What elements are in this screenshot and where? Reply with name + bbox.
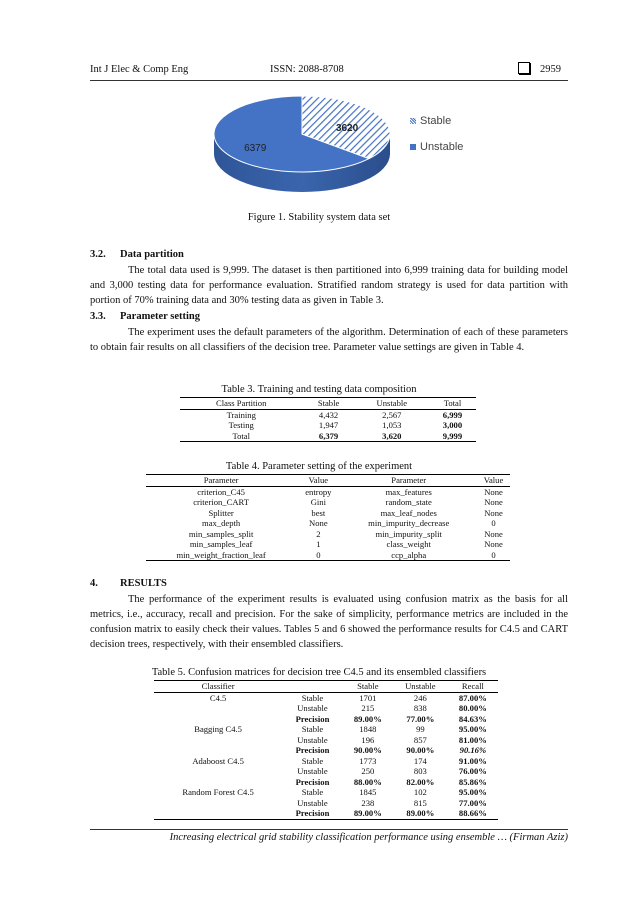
table-header-cell: Total bbox=[429, 398, 476, 410]
table-header-cell: Class Partition bbox=[180, 398, 302, 410]
table-cell: None bbox=[484, 507, 503, 518]
table-cell: 857 bbox=[413, 734, 427, 745]
table-cell: 76.00% bbox=[458, 766, 487, 776]
table-cell: None bbox=[309, 518, 328, 528]
table-cell: ccp_alpha bbox=[340, 550, 477, 561]
footer-rule bbox=[90, 829, 568, 830]
table-cell: min_impurity_split bbox=[375, 528, 442, 539]
table-cell: Unstable bbox=[297, 766, 328, 776]
table-cell: 196 bbox=[361, 734, 375, 745]
checkbox-icon bbox=[518, 62, 530, 74]
table-cell: class_weight bbox=[386, 539, 431, 549]
table4-caption: Table 4. Parameter setting of the experiment bbox=[225, 461, 413, 472]
page-number: 2959 bbox=[540, 64, 561, 75]
table-cell: 803 bbox=[413, 766, 427, 776]
table-cell: Stable bbox=[301, 787, 324, 797]
table-cell: Precision bbox=[295, 745, 330, 755]
table-cell: 2 bbox=[316, 528, 321, 539]
table-cell: Unstable bbox=[297, 797, 328, 808]
table-cell bbox=[154, 766, 282, 777]
legend-item-stable bbox=[410, 115, 451, 127]
table-cell: entropy bbox=[305, 486, 332, 497]
table-row bbox=[146, 539, 510, 550]
table-cell: 1701 bbox=[359, 692, 377, 703]
table-header-cell: Classifier bbox=[154, 681, 282, 693]
table-cell: 102 bbox=[413, 787, 427, 797]
table-cell: Splitter bbox=[208, 507, 234, 518]
table-cell: 6,999 bbox=[442, 409, 463, 420]
table-cell: Unstable bbox=[297, 734, 328, 745]
issn: ISSN: 2088-8708 bbox=[270, 64, 344, 75]
table4 bbox=[146, 474, 510, 561]
table-row bbox=[180, 409, 476, 420]
table-header-cell: Stable bbox=[302, 398, 354, 410]
legend-swatch-icon bbox=[410, 118, 416, 124]
table-row bbox=[146, 529, 510, 540]
table-cell: Precision bbox=[295, 776, 330, 787]
table-row bbox=[154, 735, 498, 746]
table-cell: 91.00% bbox=[458, 755, 487, 766]
table-cell: 89.00% bbox=[343, 808, 393, 819]
table-cell: 6,379 bbox=[302, 431, 354, 442]
figure-caption: Figure 1. Stability system data set bbox=[247, 212, 391, 223]
table-cell: Precision bbox=[295, 713, 330, 724]
table-row bbox=[154, 808, 498, 819]
table-cell: max_depth bbox=[202, 518, 241, 528]
table-header-cell: Value bbox=[296, 475, 340, 487]
table-cell: 90.00% bbox=[406, 745, 435, 755]
table-cell: 77.00% bbox=[406, 713, 435, 724]
table-header-cell: Parameter bbox=[340, 475, 477, 487]
table-cell bbox=[154, 735, 282, 746]
table-row bbox=[154, 756, 498, 767]
table-cell: Stable bbox=[301, 755, 324, 766]
table-row bbox=[146, 508, 510, 519]
table-cell: 815 bbox=[413, 797, 427, 808]
table-row bbox=[146, 518, 510, 529]
section-heading-3-2: 3.2. Data partition bbox=[90, 249, 184, 260]
table-cell: Stable bbox=[301, 724, 324, 734]
table-cell: criterion_CART bbox=[193, 497, 250, 507]
table-row bbox=[154, 766, 498, 777]
table-cell: 9,999 bbox=[429, 431, 476, 442]
table-cell: 99 bbox=[416, 724, 425, 734]
table-cell: best bbox=[311, 507, 326, 518]
table-header-cell: Recall bbox=[448, 681, 498, 693]
table-cell bbox=[154, 714, 282, 725]
table-cell: 2,567 bbox=[382, 409, 402, 420]
table-cell: 174 bbox=[413, 755, 427, 766]
section-heading-4: 4. RESULTS bbox=[90, 578, 167, 589]
table-row bbox=[154, 745, 498, 756]
table-row bbox=[154, 714, 498, 725]
classifier-name: Bagging C4.5 bbox=[194, 724, 242, 734]
legend-item-unstable bbox=[410, 141, 463, 153]
table-cell: 90.16% bbox=[459, 745, 487, 755]
table-cell: criterion_C45 bbox=[197, 486, 245, 497]
table-row bbox=[146, 486, 510, 497]
table-cell: 0 bbox=[477, 550, 510, 561]
table-cell: 246 bbox=[413, 692, 427, 703]
table-row bbox=[154, 724, 498, 735]
table-cell: 89.00% bbox=[353, 713, 382, 724]
table-cell: Stable bbox=[301, 692, 324, 703]
table-cell: 3,620 bbox=[355, 431, 429, 442]
table-cell bbox=[154, 808, 282, 819]
table-cell bbox=[154, 777, 282, 788]
table3 bbox=[180, 397, 476, 442]
table-cell: random_state bbox=[385, 497, 432, 507]
data-label-unstable: 6379 bbox=[244, 142, 267, 154]
table-row bbox=[146, 497, 510, 508]
table-cell: 81.00% bbox=[458, 734, 487, 745]
legend-label-stable: Stable bbox=[420, 115, 452, 127]
table-cell: 88.00% bbox=[353, 776, 382, 787]
table3-caption: Table 3. Training and testing data composition bbox=[221, 384, 417, 395]
table-cell: 80.00% bbox=[458, 703, 487, 713]
table-cell: None bbox=[484, 486, 503, 497]
table-cell: 1773 bbox=[359, 755, 377, 766]
legend-swatch-icon bbox=[410, 144, 416, 150]
table-cell: 90.00% bbox=[353, 745, 382, 755]
table-cell: 85.86% bbox=[458, 776, 487, 787]
table-cell: Gini bbox=[310, 497, 326, 507]
table-cell: 3,000 bbox=[442, 420, 463, 430]
table-cell: 88.66% bbox=[448, 808, 498, 819]
table-cell: None bbox=[484, 539, 503, 549]
table-cell: max_features bbox=[385, 486, 432, 497]
classifier-name: Random Forest C4.5 bbox=[182, 787, 254, 797]
table-cell: max_leaf_nodes bbox=[380, 507, 437, 518]
table-cell: 89.00% bbox=[393, 808, 448, 819]
table-cell: 1 bbox=[316, 539, 321, 549]
table-cell bbox=[154, 703, 282, 714]
table-cell: None bbox=[484, 528, 503, 539]
table-header-cell: Unstable bbox=[355, 398, 429, 410]
table-cell: None bbox=[484, 497, 503, 507]
table-cell: 95.00% bbox=[458, 787, 487, 797]
section-heading-3-3: 3.3. Parameter setting bbox=[90, 311, 200, 322]
table-cell: min_samples_leaf bbox=[189, 539, 253, 549]
table-row bbox=[154, 798, 498, 809]
table-cell: 1845 bbox=[359, 787, 377, 797]
table-cell: 4,432 bbox=[318, 409, 339, 420]
page-footer: Increasing electrical grid stability classification performance using ensemble … (Firman Aziz) bbox=[169, 832, 568, 843]
table-header-cell bbox=[282, 681, 343, 693]
table-row bbox=[154, 777, 498, 788]
section-body-4: The performance of the experiment results is evaluated using confusion matrix as the basis for all metrics, i.e., accuracy, recall and precision. For the sake of simplicity, performance metrics are included in the confusion matrix to easily check their values. Tables 5 and 6 showed the performance results for C4.5 and CART decision trees, respectively, with their ensembled classifiers. bbox=[90, 594, 568, 650]
table5-caption: Table 5. Confusion matrices for decision tree C4.5 and its ensembled classifiers bbox=[151, 667, 487, 678]
table5 bbox=[154, 680, 498, 820]
table-cell: min_samples_split bbox=[188, 528, 254, 539]
table-cell: 1,947 bbox=[318, 420, 339, 430]
table-cell: 250 bbox=[361, 766, 375, 776]
classifier-name: Adaboost C4.5 bbox=[192, 755, 244, 766]
table-header-cell: Stable bbox=[343, 681, 393, 693]
table-cell: 87.00% bbox=[458, 692, 487, 703]
table-row bbox=[180, 431, 476, 442]
table-cell: Training bbox=[226, 409, 256, 420]
table-cell: Unstable bbox=[297, 703, 328, 713]
table-cell: Total bbox=[180, 431, 302, 442]
table-row bbox=[154, 787, 498, 798]
table-row bbox=[180, 420, 476, 431]
section-body-3-2: The total data used is 9,999. The dataset is then partitioned into 6,999 training data for building model and 3,000 testing data for performance evaluation. Stratified random strategy is used for data partition with portion of 70% training data and 30% testing data as given in Table 3. bbox=[90, 265, 568, 306]
table-cell: min_weight_fraction_leaf bbox=[146, 550, 296, 561]
table-cell: min_impurity_decrease bbox=[368, 518, 450, 528]
table-cell bbox=[154, 798, 282, 809]
classifier-name: C4.5 bbox=[209, 692, 227, 703]
table-cell: 1,053 bbox=[382, 420, 402, 430]
table-cell: 84.63% bbox=[458, 713, 487, 724]
table-cell: 0 bbox=[296, 550, 340, 561]
header-rule bbox=[90, 80, 568, 81]
table-cell: 95.00% bbox=[458, 724, 487, 734]
table-cell: 77.00% bbox=[458, 797, 487, 808]
table-cell: 82.00% bbox=[406, 776, 435, 787]
table-cell: 215 bbox=[361, 703, 375, 713]
table-cell: 838 bbox=[413, 703, 427, 713]
table-row bbox=[146, 550, 510, 561]
table-cell bbox=[154, 745, 282, 756]
table-cell: Precision bbox=[282, 808, 343, 819]
table-cell: 0 bbox=[491, 518, 496, 528]
legend-label-unstable: Unstable bbox=[420, 141, 464, 153]
section-body-3-3: The experiment uses the default parameters of the algorithm. Determination of each of these parameters to obtain fair results on all classifiers of the decision tree. Parameter value settings are given in Table 4. bbox=[90, 327, 568, 353]
table-header-cell: Unstable bbox=[393, 681, 448, 693]
data-label-stable: 3620 bbox=[335, 122, 359, 134]
table-header-cell: Value bbox=[477, 475, 510, 487]
table-row bbox=[154, 692, 498, 703]
table-header-cell: Parameter bbox=[146, 475, 296, 487]
table-cell: 1848 bbox=[359, 724, 377, 734]
journal-name: Int J Elec & Comp Eng bbox=[90, 64, 189, 75]
table-cell: Testing bbox=[228, 420, 254, 430]
table-row bbox=[154, 703, 498, 714]
table-cell: 238 bbox=[361, 797, 375, 808]
